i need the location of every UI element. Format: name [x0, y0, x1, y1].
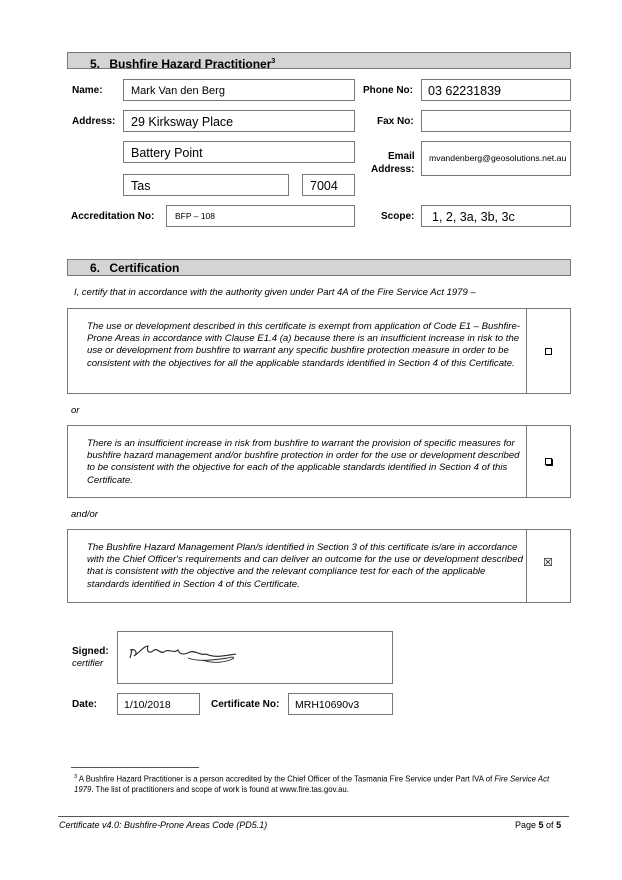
footnote-text-c: . The list of practitioners and scope of work is found at www.fire.tas.gov.au. [91, 784, 349, 794]
address-line-1-field[interactable]: 29 Kirksway Place [123, 110, 355, 132]
section-5-title: Bushfire Hazard Practitioner [109, 57, 272, 71]
certification-option-1 [67, 308, 571, 394]
accreditation-label: Accreditation No: [71, 211, 155, 222]
fax-field[interactable] [421, 110, 571, 132]
signed-label: Signed: [72, 646, 109, 657]
option-1-checkbox[interactable] [545, 348, 552, 355]
state-field[interactable]: Tas [123, 174, 289, 196]
section-5-header [67, 52, 571, 69]
page-of: of [543, 820, 557, 830]
postcode-field[interactable]: 7004 [302, 174, 355, 196]
footer-left: Certificate v4.0: Bushfire-Prone Areas Code (PD5.1) [59, 820, 268, 830]
page-current: 5 [538, 820, 544, 830]
option-2-divider [526, 425, 527, 498]
name-field[interactable]: Mark Van den Berg [123, 79, 355, 101]
name-label: Name: [72, 85, 103, 96]
andor-text: and/or [71, 509, 98, 520]
certificate-no-label: Certificate No: [211, 699, 280, 710]
section-6-number: 6. [90, 261, 101, 275]
handwritten-signature [118, 632, 394, 685]
date-label: Date: [72, 699, 98, 710]
email-field[interactable]: mvandenberg@geosolutions.net.au [421, 141, 571, 176]
footnote [74, 772, 564, 795]
option-3-checkbox-checked[interactable]: ☒ [543, 557, 553, 569]
certification-intro: I, certify that in accordance with the authority given under Part 4A of the Fire Service Act 1979 – [74, 287, 476, 298]
option-1-divider [526, 308, 527, 394]
certification-option-2 [67, 425, 571, 498]
scope-field[interactable]: 1, 2, 3a, 3b, 3c [421, 205, 571, 227]
footnote-text-a: A Bushfire Hazard Practitioner is a person accredited by the Chief Officer of the Tasmania Fire Service under Part IVA of [77, 774, 495, 784]
footnote-number: 3 [74, 774, 78, 780]
option-3-divider [526, 529, 527, 603]
section-6-header [67, 259, 571, 276]
page-prefix: Page [515, 820, 539, 830]
footnote-ref: 3 [271, 58, 276, 65]
accreditation-field[interactable]: BFP – 108 [166, 205, 355, 227]
certificate-no-field[interactable]: MRH10690v3 [288, 693, 393, 715]
phone-label: Phone No: [363, 85, 413, 96]
page-number [515, 820, 561, 830]
certification-option-3 [67, 529, 571, 603]
or-text: or [71, 405, 80, 416]
email-label-line-2: Address: [371, 164, 415, 175]
date-field[interactable]: 1/10/2018 [117, 693, 200, 715]
option-3-text: The Bushfire Hazard Management Plan/s identified in Section 3 of this certificate is/are in accordance with the Chief Officer's requirements and can deliver an outcome for the use or development described that is consistent with the objective and the relevant compliance test for each of the applicable standards identified in Section 4 of this Certificate. [87, 542, 523, 590]
option-1-text: The use or development described in this certificate is exempt from application of Code E1 – Bushfire-Prone Areas in accordance with Clause E1.4 (a) because there is an insufficient increase in risk to the use or development from bushfire to warrant any specific bushfire protection measure in order to be consistent with the objectives for all the applicable standards identified in Section 4 of this Certificate. [87, 321, 521, 369]
signature-box[interactable] [117, 631, 393, 684]
email-label-line-1: Email [388, 151, 415, 162]
footnote-rule [71, 767, 199, 768]
scope-label: Scope: [381, 211, 415, 222]
section-6-title: Certification [109, 261, 180, 275]
fax-label: Fax No: [377, 116, 414, 127]
phone-field[interactable]: 03 62231839 [421, 79, 571, 101]
address-label: Address: [72, 116, 116, 127]
address-line-2-field[interactable]: Battery Point [123, 141, 355, 163]
section-5-number: 5. [90, 57, 101, 71]
page-total: 5 [556, 820, 562, 830]
option-2-text: There is an insufficient increase in risk from bushfire to warrant the provision of specific measures for bushfire hazard management and/or bushfire protection in order for the use or development described to be consistent with the objective for each of the applicable standards identified in Section 4 of this Certificate. [87, 438, 520, 486]
footnote-text-b: Fire Service Act 1979 [74, 774, 550, 794]
certifier-label: certifier [72, 658, 104, 669]
footer-rule [58, 816, 569, 817]
option-2-checkbox[interactable] [545, 458, 552, 465]
